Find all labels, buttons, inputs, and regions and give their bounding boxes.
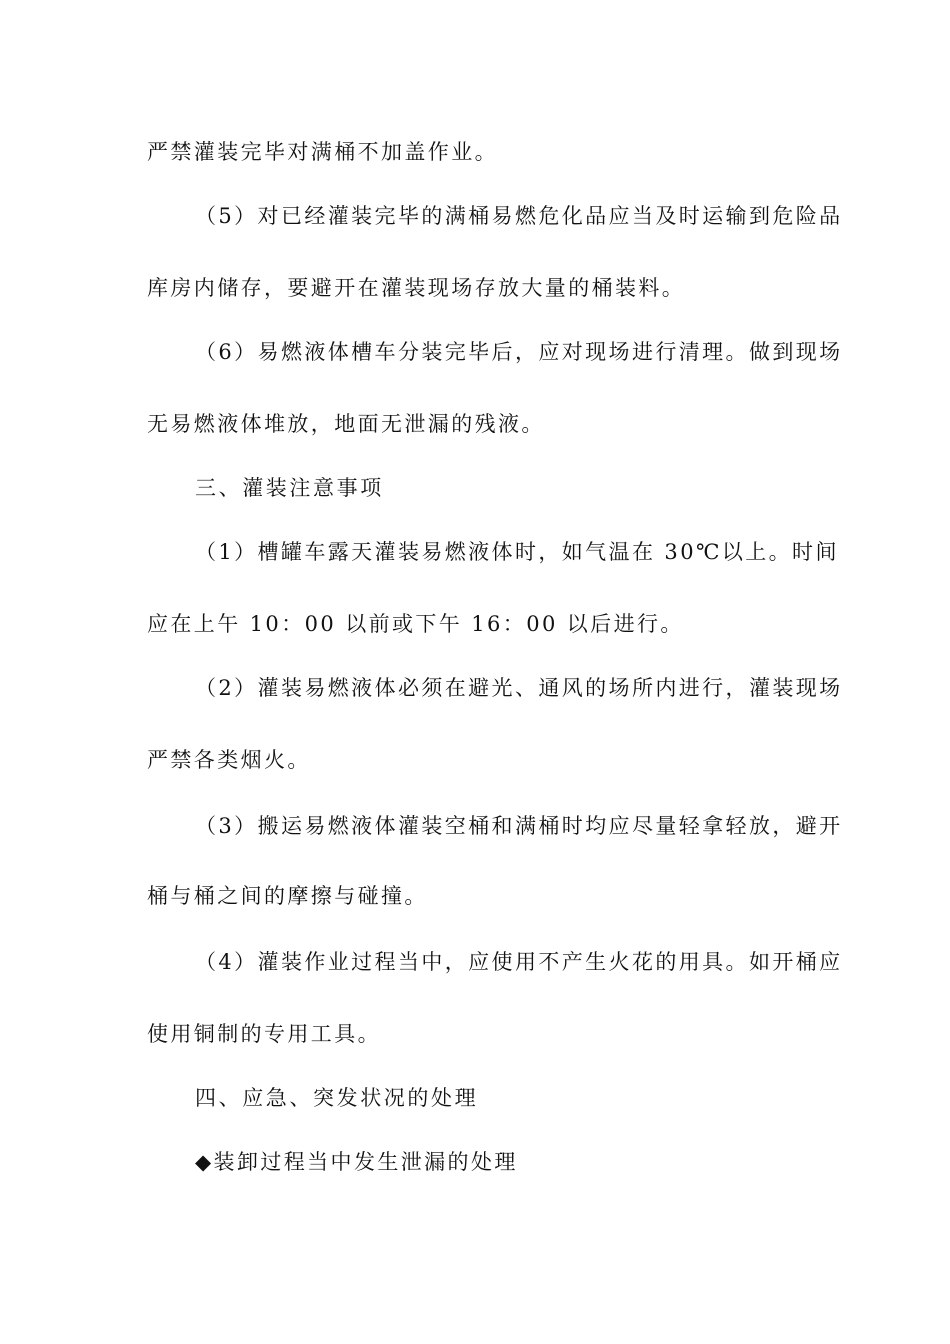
paragraph-line: （6）易燃液体槽车分装完毕后，应对现场进行清理。做到现场 [195,340,843,364]
paragraph-line: （3）搬运易燃液体灌装空桶和满桶时均应尽量轻拿轻放，避开 [195,814,843,838]
bullet-item: ◆装卸过程当中发生泄漏的处理 [195,1150,518,1174]
paragraph-line: （4）灌装作业过程当中，应使用不产生火花的用具。如开桶应 [195,950,843,974]
paragraph-line: 库房内储存，要避开在灌装现场存放大量的桶装料。 [147,276,686,300]
section-heading: 三、灌装注意事项 [195,476,384,500]
paragraph-line: （5）对已经灌装完毕的满桶易燃危化品应当及时运输到危险品 [195,204,843,228]
paragraph-line: 无易燃液体堆放，地面无泄漏的残液。 [147,412,545,436]
paragraph-line: 严禁灌装完毕对满桶不加盖作业。 [147,140,498,164]
paragraph-line: 桶与桶之间的摩擦与碰撞。 [147,884,428,908]
paragraph-line: 使用铜制的专用工具。 [147,1022,381,1046]
paragraph-line: 应在上午 10：00 以前或下午 16：00 以后进行。 [147,612,684,636]
section-heading: 四、应急、突发状况的处理 [195,1086,479,1110]
paragraph-line: （2）灌装易燃液体必须在避光、通风的场所内进行，灌装现场 [195,676,843,700]
paragraph-line: （1）槽罐车露天灌装易燃液体时，如气温在 30℃以上。时间 [195,540,839,564]
paragraph-line: 严禁各类烟火。 [147,748,311,772]
